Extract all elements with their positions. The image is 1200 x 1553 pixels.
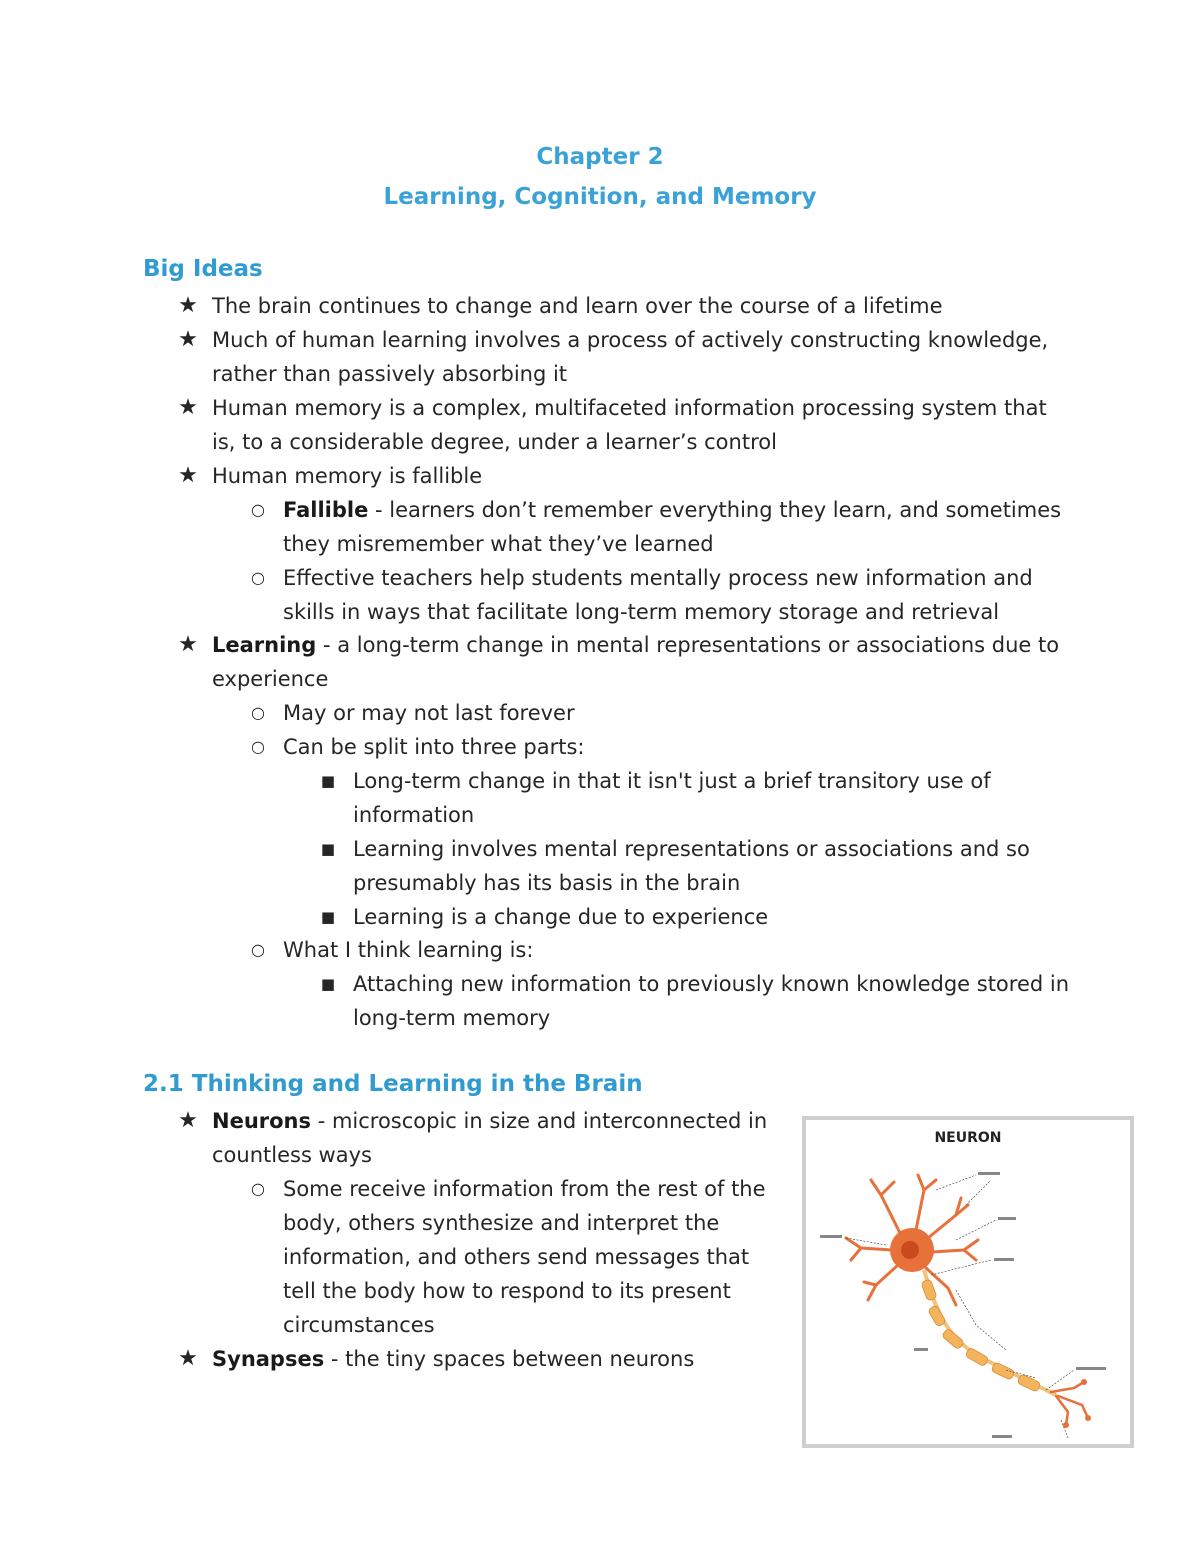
star-bullet-icon: ★ [178,632,198,657]
nucleus [901,1241,919,1259]
list-item [178,1342,782,1376]
term: Neurons [212,1109,312,1133]
neuron-figure [802,1116,1134,1448]
square-bullet-icon: ■ [320,975,336,993]
circle-bullet-icon: ○ [251,1179,265,1198]
list-item [251,561,1073,629]
star-bullet-icon: ★ [178,395,198,420]
list-item [178,628,1072,696]
star-bullet-icon: ★ [178,293,198,318]
list-item-text: Attaching new information to previously known knowledge stored in long-term memory [353,972,1070,1030]
star-bullet-icon: ★ [178,463,198,488]
list-item-text: Learning involves mental representations or associations and so presumably has its basis in the brain [353,837,1030,895]
list-item [251,493,1073,561]
list-item [178,1104,782,1172]
figure-title: NEURON [934,1130,1002,1146]
list-item-text: Much of human learning involves a process of actively constructing knowledge, rather than passively absorbing it [212,328,1049,386]
list-item-text: - microscopic in size and interconnected in countless ways [212,1109,768,1167]
list-item-text: - the tiny spaces between neurons [324,1347,695,1371]
list-item-text: Human memory is a complex, multifaceted information processing system that is, to a considerable degree, under a learner’s control [212,396,1047,454]
list-item-text: Human memory is fallible [212,464,483,488]
list-item-text: Long-term change in that it isn't just a brief transitory use of information [353,769,991,827]
list-item-text: May or may not last forever [283,701,575,725]
square-bullet-icon: ■ [320,840,336,858]
circle-bullet-icon: ○ [251,500,265,519]
list-item-text: Effective teachers help students mentally process new information and skills in ways that facilitate long-term memory storage and retrieval [283,566,1033,624]
star-bullet-icon: ★ [178,1346,198,1371]
list-item-text: The brain continues to change and learn over the course of a lifetime [212,294,943,318]
list-item-text: - a long-term change in mental representations or associations due to experience [212,633,1060,691]
chapter-title: Learning, Cognition, and Memory [383,184,817,210]
list-item [320,764,1073,832]
list-item-text: Some receive information from the rest of the body, others synthesize and interpret the information, and others send messages that tell the body how to respond to its present circumstances [283,1177,766,1337]
list-item [178,323,1072,391]
section-heading: 2.1 Thinking and Learning in the Brain [143,1071,643,1097]
list-item-text: Can be split into three parts: [283,735,585,759]
list-item [251,933,1073,967]
list-item [178,459,1072,493]
square-bullet-icon: ■ [320,772,336,790]
big-ideas-heading: Big Ideas [143,256,263,282]
list-item [251,1172,783,1342]
square-bullet-icon: ■ [320,908,336,926]
list-item [320,900,1073,934]
list-item [320,832,1073,900]
list-item-text: - learners don’t remember everything they learn, and sometimes they misremember what they’ve learned [283,498,1062,556]
star-bullet-icon: ★ [178,327,198,352]
list-item-text: Learning is a change due to experience [353,905,769,929]
term: Synapses [212,1347,325,1371]
term: Fallible [283,498,369,522]
neuron-diagram-icon [806,1120,1130,1444]
circle-bullet-icon: ○ [251,940,265,959]
list-item-text: What I think learning is: [283,938,534,962]
list-item [178,391,1072,459]
star-bullet-icon: ★ [178,1108,198,1133]
circle-bullet-icon: ○ [251,568,265,587]
term: Learning [212,633,317,657]
list-item [178,289,1072,323]
list-item [251,696,1073,730]
list-item [251,730,1073,764]
list-item [320,967,1073,1035]
chapter-number: Chapter 2 [536,144,664,170]
circle-bullet-icon: ○ [251,703,265,722]
myelin-sheath [921,1279,1041,1392]
circle-bullet-icon: ○ [251,737,265,756]
